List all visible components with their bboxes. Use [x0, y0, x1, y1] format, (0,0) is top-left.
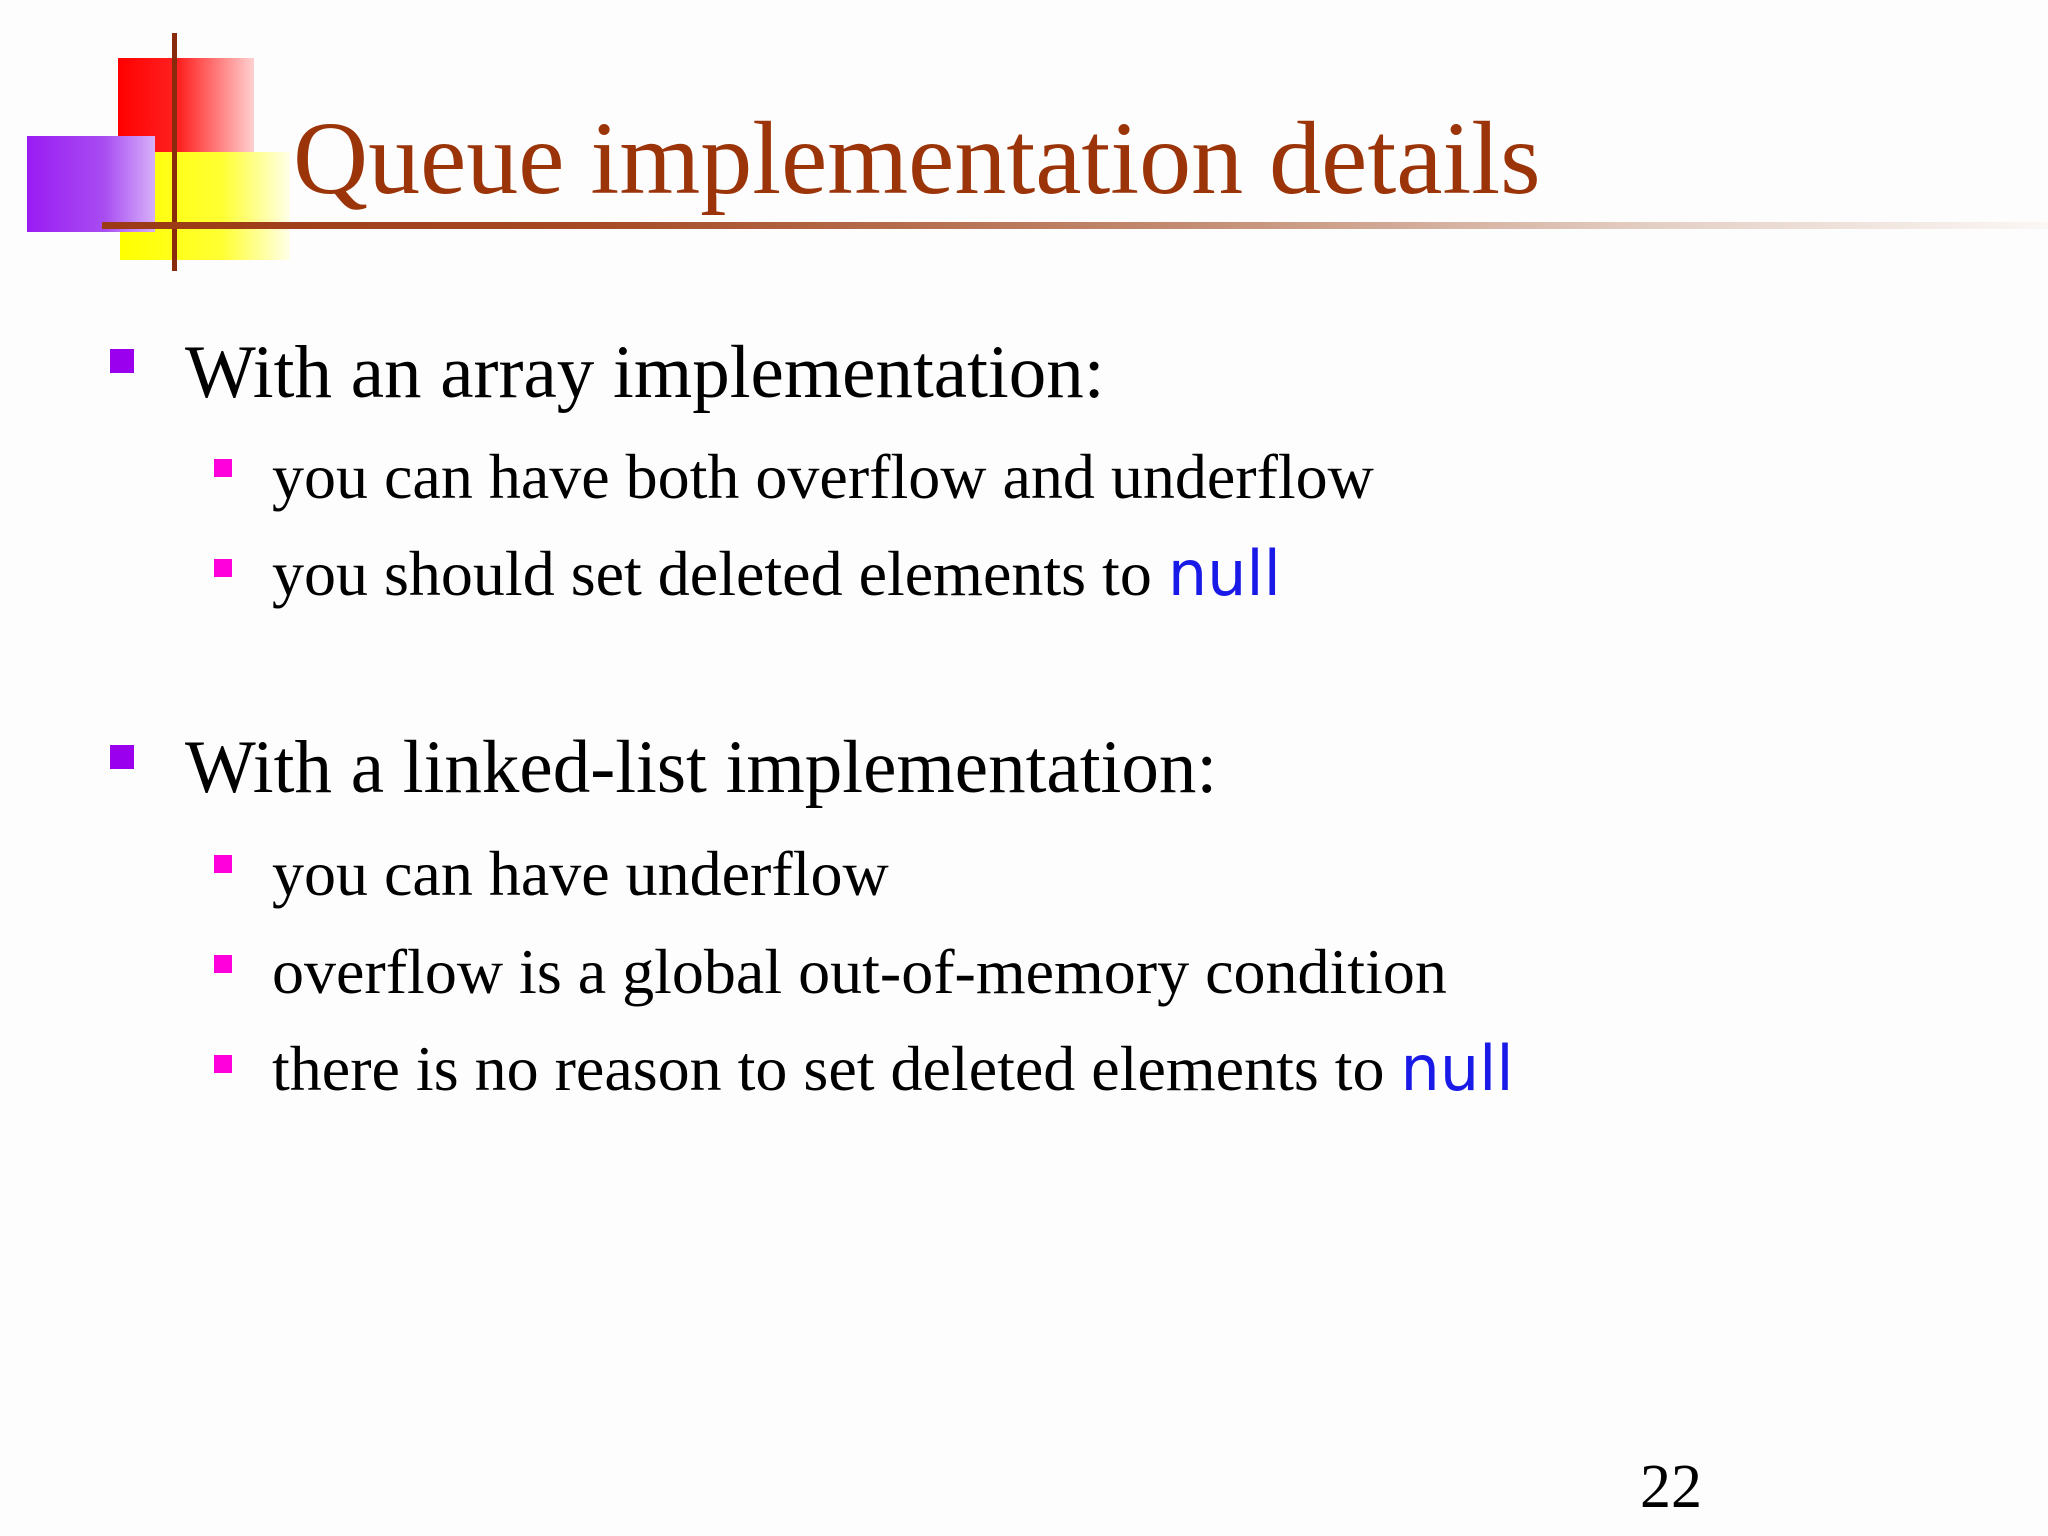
- list-item: [272, 441, 1374, 512]
- list-item: [272, 838, 889, 909]
- level1-bullet-icon: [110, 745, 134, 769]
- code-keyword: null: [1400, 1032, 1514, 1105]
- list-item-text: you should set deleted elements to: [272, 538, 1168, 609]
- section-heading-linked-list: With a linked-list implementation:: [185, 726, 1218, 809]
- decoration-vertical-line: [172, 33, 177, 271]
- list-item-text: there is no reason to set deleted elements to: [272, 1033, 1401, 1104]
- list-item-text: overflow is a global out-of-memory condition: [272, 936, 1447, 1007]
- slide-title: Queue implementation details: [293, 101, 1541, 216]
- level2-bullet-icon: [214, 955, 232, 973]
- title-underline: [102, 222, 2048, 229]
- level1-bullet-icon: [110, 349, 134, 373]
- level2-bullet-icon: [214, 1055, 232, 1073]
- level2-bullet-icon: [214, 459, 232, 477]
- list-item: [272, 1032, 1514, 1105]
- purple-decoration-square: [27, 136, 155, 232]
- list-item-text: you can have underflow: [272, 838, 889, 909]
- page-number: 22: [1640, 1453, 1702, 1521]
- list-item: [272, 537, 1281, 610]
- list-item-text: you can have both overflow and underflow: [272, 441, 1374, 512]
- level2-bullet-icon: [214, 855, 232, 873]
- section-heading-array: With an array implementation:: [185, 331, 1105, 414]
- level2-bullet-icon: [214, 559, 232, 577]
- code-keyword: null: [1167, 537, 1281, 610]
- list-item: [272, 936, 1447, 1007]
